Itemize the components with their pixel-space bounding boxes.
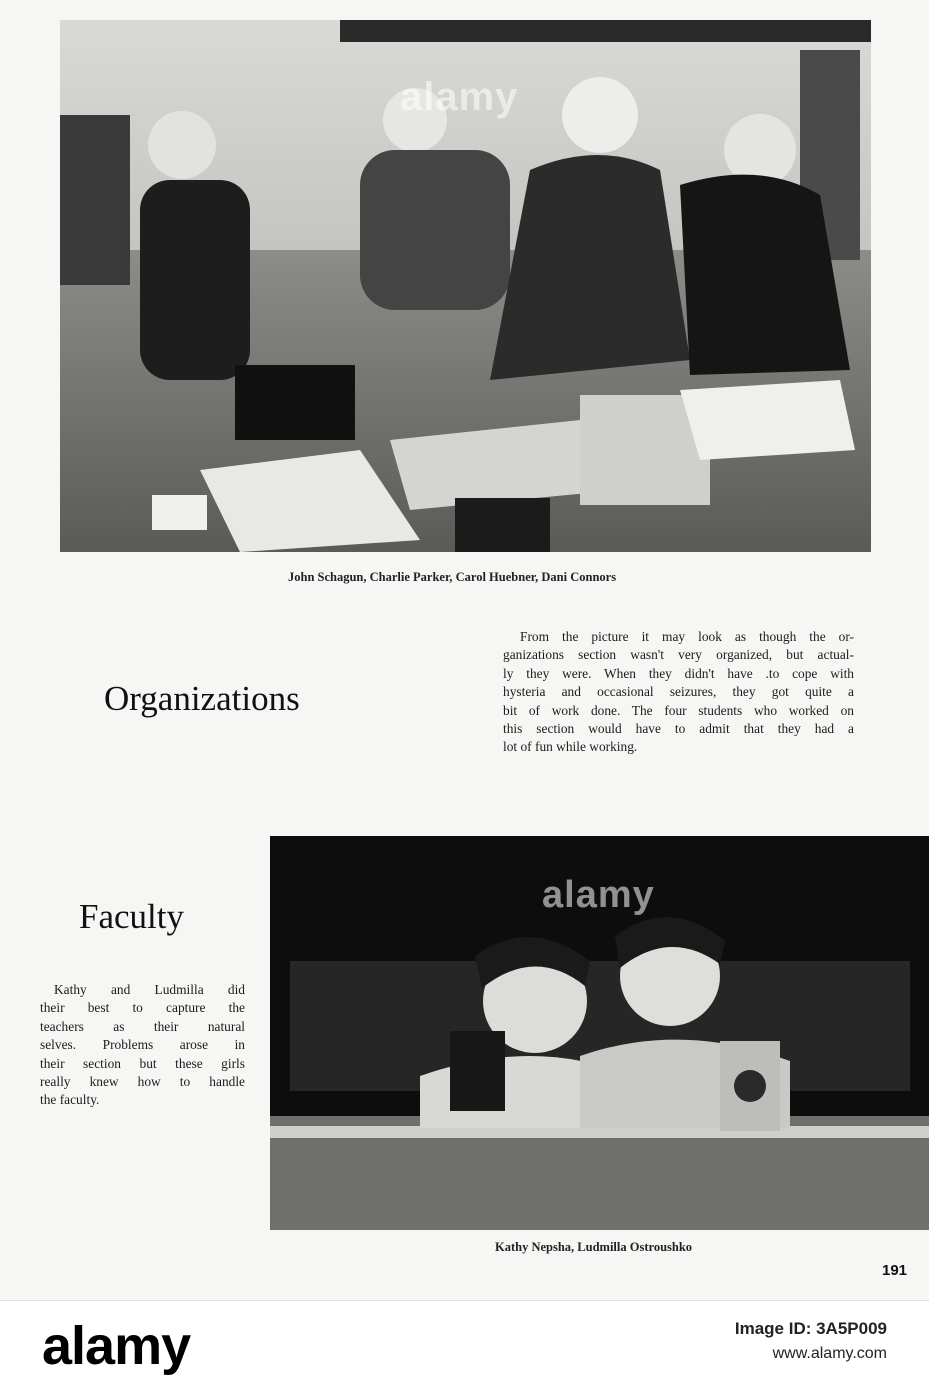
paragraph-line: From the picture it may look as though the or-: [520, 629, 854, 644]
faculty-paragraph: [40, 981, 245, 1110]
faculty-photo-caption: Kathy Nepsha, Ludmilla Ostroushko: [495, 1240, 693, 1254]
organizations-paragraph: [503, 628, 854, 757]
paragraph-line: ly they were. When they didn't have .to cope with: [503, 665, 854, 681]
organizations-heading: Organizations: [104, 679, 300, 718]
paragraph-line: their best to capture the: [40, 1000, 245, 1016]
paragraph-line: selves. Problems arose in: [40, 1037, 245, 1053]
paragraph-line: bit of work done. The four students who worked on: [503, 702, 854, 718]
paragraph-line: this section would have to admit that they had a: [503, 721, 854, 737]
paragraph-line: Kathy and Ludmilla did: [54, 982, 245, 997]
page-number: 191: [882, 1262, 908, 1279]
paragraph-line: ganizations section wasn't very organized, but actual-: [503, 647, 854, 663]
paragraph-line: the faculty.: [40, 1092, 100, 1108]
paragraph-line: teachers as their natural: [40, 1018, 245, 1034]
paragraph-line: hysteria and occasional seizures, they got quite a: [503, 684, 854, 700]
alamy-logo: alamy: [42, 1316, 191, 1376]
faculty-heading: Faculty: [79, 897, 184, 936]
image-id: Image ID: 3A5P009: [734, 1319, 887, 1338]
watermark: alamy: [542, 874, 655, 916]
organizations-photo-caption: John Schagun, Charlie Parker, Carol Huebner, Dani Connors: [288, 570, 617, 584]
site-url: www.alamy.com: [772, 1345, 887, 1362]
watermark: alamy: [400, 75, 519, 119]
paragraph-line: lot of fun while working.: [503, 739, 638, 755]
paragraph-line: really knew how to handle: [40, 1074, 245, 1090]
stock-footer: [0, 1300, 929, 1391]
paragraph-line: their section but these girls: [40, 1055, 245, 1071]
faculty-photo: [270, 836, 929, 1230]
organizations-photo: [60, 20, 871, 552]
image-id-block: [735, 1319, 887, 1363]
